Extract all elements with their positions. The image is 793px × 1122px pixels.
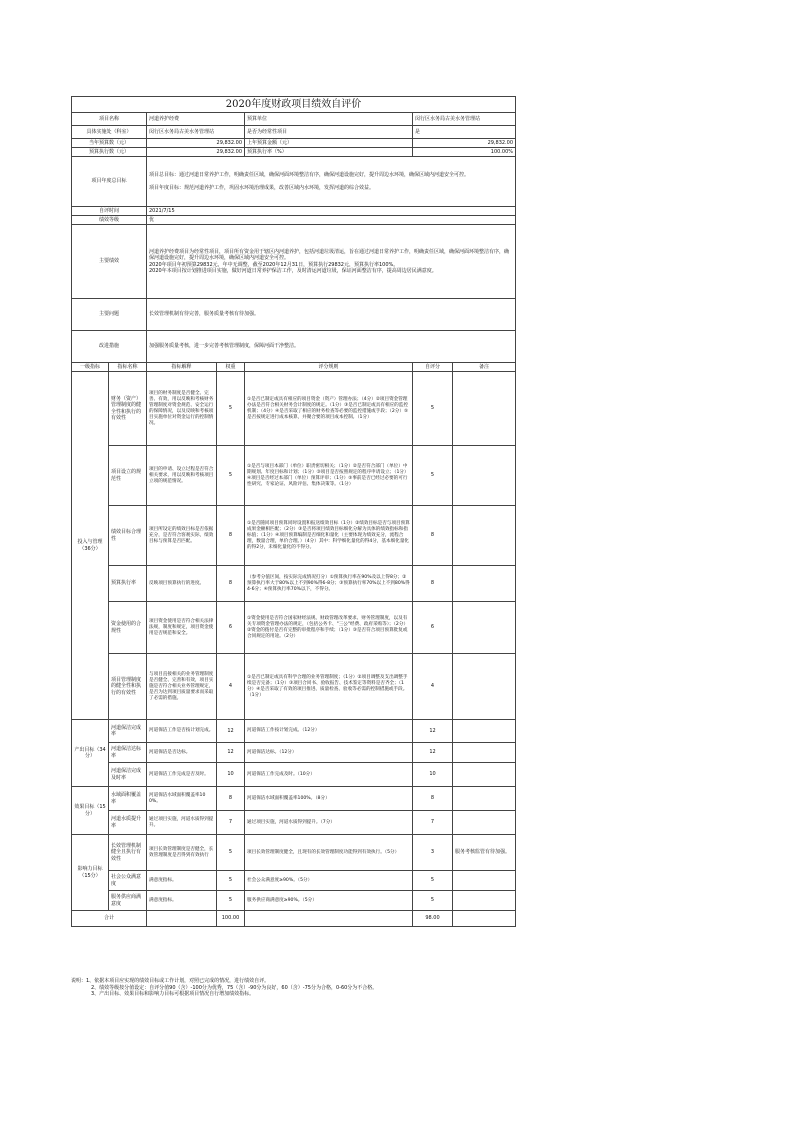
indicator-rule: 河道保洁水域面积覆盖率100%。（8分） bbox=[245, 787, 413, 811]
table-row bbox=[72, 654, 516, 720]
indicator-weight: 5 bbox=[217, 372, 245, 446]
indicator-name: 长效管理机制健全且执行有效性 bbox=[109, 835, 147, 871]
indicator-remark bbox=[453, 871, 516, 891]
indicator-score: 7 bbox=[413, 811, 453, 835]
table-row bbox=[72, 871, 516, 891]
indicator-name: 河道水质提升率 bbox=[109, 811, 147, 835]
col-weight: 权重 bbox=[217, 363, 245, 372]
project-name-label: 项目名称 bbox=[72, 113, 147, 126]
indicator-weight: 7 bbox=[217, 811, 245, 835]
problems-text: 长效管理机制有待完善，服务质量考核有待加强。 bbox=[147, 299, 516, 331]
indicator-explain: 项目长效管理制度是否健全，长效管理制度是否得到有效执行 bbox=[147, 835, 217, 871]
budget-unit-label: 预算单位 bbox=[245, 113, 413, 126]
indicator-explain: 反映项目预算执行的进度。 bbox=[147, 566, 217, 602]
indicator-explain: 满意度指标。 bbox=[147, 891, 217, 911]
indicator-score: 12 bbox=[413, 743, 453, 763]
indicator-remark: 服务考核监管有待加强。 bbox=[453, 835, 516, 871]
table-row bbox=[72, 763, 516, 787]
indicator-remark bbox=[453, 372, 516, 446]
indicator-explain: 项目的申请、设立过程是否符合相关要求，用以反映和考核项目立项的规范情况。 bbox=[147, 446, 217, 506]
group-output: 产出目标（34分） bbox=[72, 720, 109, 787]
table-row bbox=[72, 372, 516, 446]
indicator-score: 3 bbox=[413, 835, 453, 871]
performance-p1: 河道养护经费项目为经常性项目，项目所有资金用于辖区内河道养护，包括河道垃圾清运，旨在通过河道日常养护工作，明确责任区域，确保河面环境整洁有序，确保河道设施完好，提升周边水环境，确保区域内河道安全可控。 bbox=[149, 248, 510, 262]
total-goal: 项目总目标：通过河道日常养护工作，明确责任区域，确保河面环境整洁有序，确保河道设施完好，提升周边水环境，确保区域内河道安全可控。 bbox=[149, 172, 470, 179]
indicator-score: 5 bbox=[413, 372, 453, 446]
table-row bbox=[72, 720, 516, 743]
project-name-value: 河道养护经费 bbox=[147, 113, 245, 126]
indicator-score: 4 bbox=[413, 654, 453, 720]
indicator-name: 项目设立的规范性 bbox=[109, 446, 147, 506]
indicator-name: 社会公众满意度 bbox=[109, 871, 147, 891]
notes bbox=[71, 978, 531, 998]
measures-label: 改进措施 bbox=[72, 331, 147, 363]
indicator-score: 5 bbox=[413, 446, 453, 506]
note-2: 2、绩效等级按分值设定：自评分值90（含）-100分为优秀，75（含）-90分为良好，60（含）-75分为合格，0-60分为不合格。 bbox=[91, 984, 378, 991]
indicator-remark bbox=[453, 566, 516, 602]
indicator-weight: 4 bbox=[217, 654, 245, 720]
table-row bbox=[72, 602, 516, 654]
table-row bbox=[72, 811, 516, 835]
indicator-name: 资金使用的合规性 bbox=[109, 602, 147, 654]
table-row bbox=[72, 891, 516, 911]
total-explain-empty bbox=[147, 911, 217, 927]
indicator-rule: 社会公众满意度≥90%。（5分） bbox=[245, 871, 413, 891]
indicator-weight: 12 bbox=[217, 720, 245, 743]
total-rule-empty bbox=[245, 911, 413, 927]
indicator-name: 河道保洁达标率 bbox=[109, 743, 147, 763]
indicator-rule: 服务供应商满意度≥90%。（5分） bbox=[245, 891, 413, 911]
col-rule: 评分规则 bbox=[245, 363, 413, 372]
table-row bbox=[72, 566, 516, 602]
indicator-score: 5 bbox=[413, 891, 453, 911]
main-performance-label: 主要绩效 bbox=[72, 225, 147, 299]
indicator-remark bbox=[453, 602, 516, 654]
indicator-remark bbox=[453, 654, 516, 720]
indicator-rule: 河道保洁达标。（12分） bbox=[245, 743, 413, 763]
table-row bbox=[72, 835, 516, 871]
execution-rate-value: 100.00% bbox=[413, 148, 516, 157]
indicator-name: 水域面积覆盖率 bbox=[109, 787, 147, 811]
indicator-explain: 河道保洁工作完成是否及时。 bbox=[147, 763, 217, 787]
annual-goal: 项目年度目标：规范河道养护工作，巩固水环境治理成果，改善区域内水环境，发挥河道的综合效益。 bbox=[149, 184, 375, 191]
indicator-explain: 项目的财务制度是否健全、完善、有效，用以反映和考核财务管理制度对资金规范、安全运行的保障情况，以及反映和考核项目实施单位对资金运行的控制情况。 bbox=[147, 372, 217, 446]
is-operating-value: 是 bbox=[413, 126, 516, 139]
indicator-score: 8 bbox=[413, 787, 453, 811]
indicator-weight: 5 bbox=[217, 871, 245, 891]
indicator-remark bbox=[453, 720, 516, 743]
indicator-score: 6 bbox=[413, 602, 453, 654]
evaluation-sheet bbox=[71, 96, 515, 927]
measures-text: 加强服务质量考核，进一步完善考核管理制度，保障河面干净整洁。 bbox=[147, 331, 516, 363]
total-score: 98.00 bbox=[413, 911, 453, 927]
problems-label: 主要问题 bbox=[72, 299, 147, 331]
is-operating-label: 是否为经常性项目 bbox=[245, 126, 413, 139]
indicator-rule: ①是否随同项目预算同时设置和报送绩效目标（1分）②绩效目标是否与项目预算成果金额相匹配；（2分）③是否将项目绩效目标细化分解为具体的绩效指标和指标值；（1分）④项目预算编制是否细化和量化（主要体现为绩效充分，流程合理，数量合理，单价合理。）（4分）其中：科学细化量化的得4分，基本细化量化的得2分，未细化量化的不得分。 bbox=[245, 506, 413, 566]
indicator-remark bbox=[453, 743, 516, 763]
evaluation-table bbox=[71, 96, 516, 927]
indicator-weight: 10 bbox=[217, 763, 245, 787]
indicator-explain: 与项目直接相关的业务管理制度是否健全、完善和有效，项目实施是否符合相关业务管理规定，是否为达到项目质量要求而采取了必需的措施。 bbox=[147, 654, 217, 720]
current-budget-label: 当年预算数（元） bbox=[72, 139, 147, 148]
indicator-name: 财务（资产）管理制度的健全性和执行的有效性 bbox=[109, 372, 147, 446]
indicator-remark bbox=[453, 787, 516, 811]
table-row bbox=[72, 743, 516, 763]
indicator-weight: 5 bbox=[217, 835, 245, 871]
eval-date-value: 2021/7/15 bbox=[147, 207, 516, 216]
indicator-rule: ①是否与项目本部门（单位）职责密切相关；（1分）②是否符合部门（单位）中期规划、年度目标和计划；（1分）③项目是否按照规定的程序申请设立；（1分）④项目是否经过本部门（单位）预算评审；（1分）⑤事前是否已经过必要的可行性研究、专家论证、风险评估、集体决策等。（1分） bbox=[245, 446, 413, 506]
indicator-name: 河道保洁完成及时率 bbox=[109, 763, 147, 787]
total-remark-empty bbox=[453, 911, 516, 927]
indicator-rule: （参考分值区间，按实际完成情况打分）①预算执行率在90%及以上得8分；②预算执行率大于80%以上不到90%得6-8分；③预算执行率70%以上不到80%得4-6分；④预算执行率70%以下，不得分。 bbox=[245, 566, 413, 602]
indicator-name: 项目管理制度的健全性和执行的有效性 bbox=[109, 654, 147, 720]
performance-p2: 2020年项目年初预算29832元，年中无调整，截至2020年12月31日，预算执行29832元，预算执行率100%。 bbox=[149, 261, 399, 268]
indicator-weight: 5 bbox=[217, 446, 245, 506]
table-row bbox=[72, 506, 516, 566]
indicator-remark bbox=[453, 446, 516, 506]
impl-dept-label: 具体实施处（科室） bbox=[72, 126, 147, 139]
group-effect: 效果目标（15分） bbox=[72, 787, 109, 835]
indicator-explain: 满意度指标。 bbox=[147, 871, 217, 891]
indicator-remark bbox=[453, 891, 516, 911]
indicator-weight: 8 bbox=[217, 506, 245, 566]
execution-label: 预算执行数（元） bbox=[72, 148, 147, 157]
indicator-score: 8 bbox=[413, 506, 453, 566]
indicator-weight: 6 bbox=[217, 602, 245, 654]
indicator-rule: 项目长效管理制度健全，且现有的长效管理制度功能得到有效执行。（5分） bbox=[245, 835, 413, 871]
indicator-explain: 河道保洁工作是否按计划完成。 bbox=[147, 720, 217, 743]
indicator-rule: ①是否已制定或具有科学合理的业务管理制度；（1分）②项目调整及支出调整手续是否完备；（1分）③项目合同书、验收报告、技术鉴定等资料是否齐全；（1分）④是否采取了有效的项目推进、质量检查、验收等必需的控制措施或手段。（1分） bbox=[245, 654, 413, 720]
total-row bbox=[72, 911, 516, 927]
indicator-score: 12 bbox=[413, 720, 453, 743]
table-row bbox=[72, 787, 516, 811]
indicator-name: 服务供应商满意度 bbox=[109, 891, 147, 911]
budget-unit-value: 闵行区水务局古美水务管理站 bbox=[413, 113, 516, 126]
execution-value: 29,832.00 bbox=[147, 148, 245, 157]
indicator-remark bbox=[453, 506, 516, 566]
goals-label: 项目年度总目标 bbox=[72, 157, 147, 207]
total-label: 合计 bbox=[72, 911, 147, 927]
indicator-score: 8 bbox=[413, 566, 453, 602]
col-name: 指标名称 bbox=[109, 363, 147, 372]
performance-p3: 2020年本项目按计划推进项目实施，做好河道日常养护保洁工作，及时清运河道垃圾，保证河面整洁有序，提高周边居民满意度。 bbox=[149, 267, 437, 274]
indicator-remark bbox=[453, 811, 516, 835]
goals-text bbox=[147, 157, 516, 207]
indicator-score: 10 bbox=[413, 763, 453, 787]
note-1: 说明：1、依据本项目应实现的绩效目标或工作计划，对照已完成的情况，进行绩效自评。 bbox=[71, 978, 270, 984]
group-input: 投入与管理（36分） bbox=[72, 372, 109, 720]
col-score: 自评分 bbox=[413, 363, 453, 372]
indicator-weight: 8 bbox=[217, 566, 245, 602]
col-level1: 一级指标 bbox=[72, 363, 109, 372]
col-explain: 指标解释 bbox=[147, 363, 217, 372]
indicator-explain: 通过项目实施，河道水质得到提升。 bbox=[147, 811, 217, 835]
indicator-name: 河道保洁完成率 bbox=[109, 720, 147, 743]
page-title: 2020年度财政项目绩效自评价 bbox=[72, 97, 516, 113]
current-budget-value: 29,832.00 bbox=[147, 139, 245, 148]
indicator-rule: 河道保洁工作按计划完成。（12分） bbox=[245, 720, 413, 743]
indicator-explain: 项目所设定的绩效目标是否依据充分，是否符合客观实际，绩效目标与预算是否匹配。 bbox=[147, 506, 217, 566]
indicator-rule: ①是否已制定或具有相应的项目资金（资产）管理办法；（4分）②项目资金管理办法是否符合相关财务会计制度的规定。（1分）③是否已制定或具有相应的监控机制；（4分）④是否采取了相应的财务检查等必要的监控措施或手段；（2分）⑤是否按规定进行成本核算，并聚合要的项目成本控制。（1分） bbox=[245, 372, 413, 446]
indicator-explain: 河道保洁水域面积覆盖率100%。 bbox=[147, 787, 217, 811]
indicator-remark bbox=[453, 763, 516, 787]
table-row bbox=[72, 446, 516, 506]
col-remark: 备注 bbox=[453, 363, 516, 372]
note-3: 3、产出目标、效果目标和影响力目标可根据项目情况自行增加绩效指标。 bbox=[91, 991, 255, 998]
indicator-weight: 8 bbox=[217, 787, 245, 811]
execution-rate-label: 预算执行率（%） bbox=[245, 148, 413, 157]
indicator-rule: ①资金使用是否符合国家财经法规、财政管理改革要求、财务管理制度，以及有关专项资金管理办法的规定，（包括公务卡、"三公"经费、政府采购等）；（2分）②资金的拨付是否有完整的审批程序和手续；（1分）③是否符合项目预算批复或合同规定的用途。（2分） bbox=[245, 602, 413, 654]
main-performance-text bbox=[147, 225, 516, 299]
indicator-rule: 河道保洁工作完成及时。（10分） bbox=[245, 763, 413, 787]
total-weight: 100.00 bbox=[217, 911, 245, 927]
grade-label: 绩效等级 bbox=[72, 216, 147, 225]
indicator-explain: 河道保洁是否达标。 bbox=[147, 743, 217, 763]
indicator-explain: 项目资金使用是否符合相关法律法规，制度和规定，项目资金使用是否规范和安全。 bbox=[147, 602, 217, 654]
grade-value: 优 bbox=[147, 216, 516, 225]
last-budget-label: 上年预算金额（元） bbox=[245, 139, 413, 148]
impl-dept-value: 闵行区水务局古美水务管理站 bbox=[147, 126, 245, 139]
group-influence: 影响力目标（15分） bbox=[72, 835, 109, 911]
last-budget-value: 29,832.00 bbox=[413, 139, 516, 148]
indicator-score: 5 bbox=[413, 871, 453, 891]
indicator-weight: 5 bbox=[217, 891, 245, 911]
indicator-name: 预算执行率 bbox=[109, 566, 147, 602]
indicator-rule: 通过项目实施，河道水质得到提升。（7分） bbox=[245, 811, 413, 835]
indicator-name: 绩效目标合理性 bbox=[109, 506, 147, 566]
eval-date-label: 自评时间 bbox=[72, 207, 147, 216]
indicator-weight: 12 bbox=[217, 743, 245, 763]
